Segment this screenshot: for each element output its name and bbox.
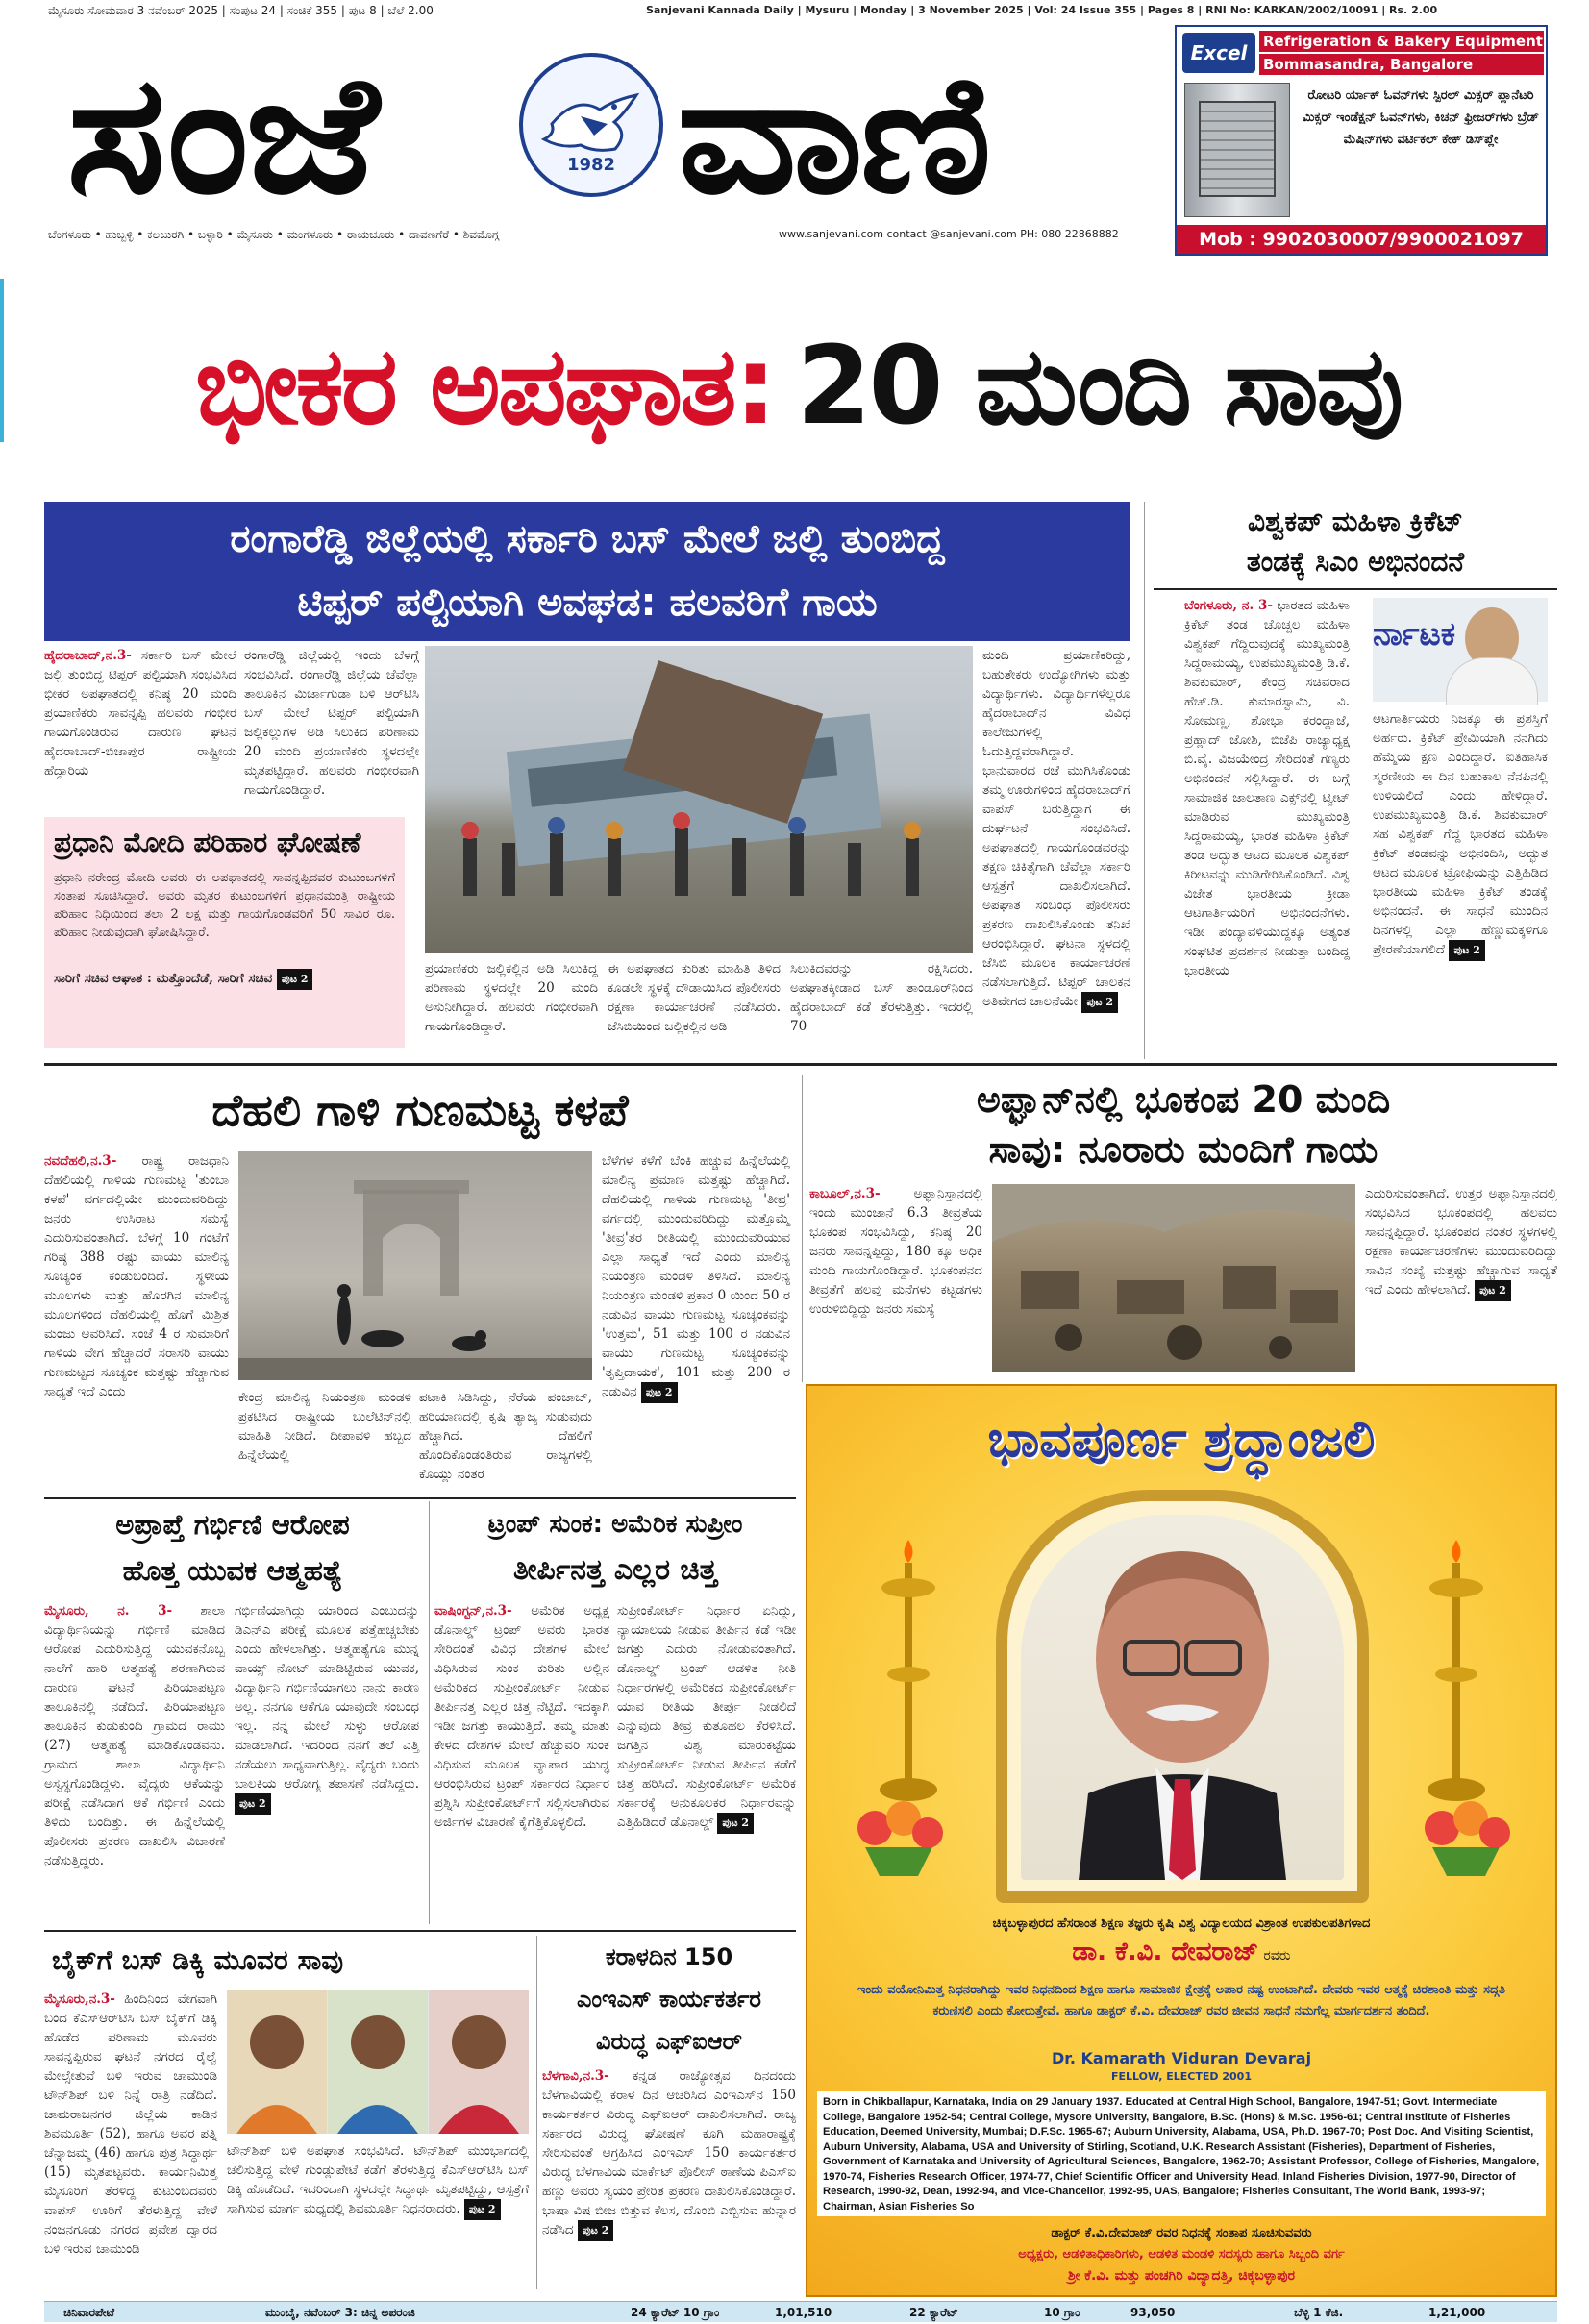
bike-dateline: ಮೈಸೂರು,ನ.3-: [44, 1991, 115, 2007]
masthead-left-meta: ಮೈಸೂರು ಸೋಮವಾರ 3 ನವೆಂಬರ್ 2025 | ಸಂಪುಟ 24 | ಸಂಚಿಕೆ 355 | ಪುಟ 8 | ಬೆಲೆ 2.00: [48, 4, 434, 17]
main-headline-red: ಭೀಕರ ಅಪಘಾತ:: [194, 324, 775, 449]
ad-oven-image: [1184, 83, 1290, 217]
quake-headline-line1: ಅಫ್ಘಾನ್‌ನಲ್ಲಿ ಭೂಕಂಪ 20 ಮಂದಿ: [976, 1078, 1391, 1121]
tribute-bio-text: Born in Chikballapur, Karnataka, India on 29 January 1937. Educated at Central High School, Bangalore, 1947-51; Govt. Intermediate College, Bangalore 1952-54; Central College, Mysore University, Bangalore, B.Sc. (Hons) & M.Sc. 1956-61; Central Institute of Fisheries Education, Deemed University, Mumbai; D.F.Sc. 1965-67; Auburn University, Alabama, USA, Ph.D. 1967-70; Post Doc. And Visiting Scientist, Auburn University, Alabama, USA and University of Stirling, Scotland, U.K. Research Assistant (Fisheries), Department of Fisheries, Government of Karnataka and University of Agricultural Sciences, Bangalore, 1962-70; Assistant Professor, College of Fisheries, Mangalore, 1970-74, Fisheries Research Officer, 1974-77, Chief Scientific Officer and University Head, Inland Fisheries Division, 1977-90, Director of Research, 1990-92, Dean, 1992-94, and Vice-Chancellor, 1992-95, UAS, Bangalore; Fisheries Consultant, The World Bank, 1993-97; Chairman, Asian Fisheries So: [823, 2096, 1540, 2213]
lead-subhead-box: [44, 502, 1130, 641]
suicide-col1: ಮೈಸೂರು, ನ. 3- ಶಾಲಾ ವಿದ್ಯಾರ್ಥಿನಿಯನ್ನು ಗರ್ಭಿಣಿ ಮಾಡಿದ ಆರೋಪ ಎದುರಿಸುತ್ತಿದ್ದ ಯುವಕನೊಬ್ಬ ನಾಲೆಗೆ ಹಾರಿ ಆತ್ಮಹತ್ಯೆ ಶರಣಾಗಿರುವ ದಾರುಣ ಘಟನೆ ಪಿರಿಯಾಪಟ್ಟಣ ತಾಲೂಕಿನಲ್ಲಿ ನಡೆದಿದೆ. ಪಿರಿಯಾಪಟ್ಟಣ ತಾಲೂಕಿನ ಕುಡುಕುಂದಿ ಗ್ರಾಮದ ರಾಮು (27) ಆತ್ಮಹತ್ಯೆ ಮಾಡಿಕೊಂಡವನು. ಗ್ರಾಮದ ಶಾಲಾ ವಿದ್ಯಾರ್ಥಿನಿ ಅಸ್ವಸ್ಥಗೊಂಡಿದ್ದಳು. ವೈದ್ಯರು ಆಕೆಯನ್ನು ಪರೀಕ್ಷೆ ನಡೆಸಿದಾಗ ಆಕೆ ಗರ್ಭಿಣಿ ಎಂದು ತಿಳಿದು ಬಂದಿತ್ತು. ಈ ಹಿನ್ನೆಲೆಯಲ್ಲಿ ಪೊಲೀಸರು ಪ್ರಕರಣ ದಾಖಲಿಸಿ ವಿಚಾರಣೆ ನಡೆಸುತ್ತಿದ್ದರು.: [44, 1603, 225, 1868]
delhi-col2: ಕೇಂದ್ರ ಮಾಲಿನ್ಯ ನಿಯಂತ್ರಣ ಮಂಡಳಿ ಪ್ರಕಟಿಸಿದ ರಾಷ್ಟ್ರೀಯ ಬುಲೆಟಿನ್‌ನಲ್ಲಿ ಮಾಹಿತಿ ನೀಡಿದೆ. ದೀಪಾವಳಿ ಹಬ್ಬದ ಹಿನ್ನೆಲೆಯಲ್ಲಿ: [238, 1390, 411, 1463]
delhi-col4: ಬೆಳೆಗಳ ಕಳೆಗೆ ಬೆಂಕಿ ಹಚ್ಚುವ ಹಿನ್ನೆಲೆಯಲ್ಲಿ ಮಾಲಿನ್ಯ ಪ್ರಮಾಣ ಮತ್ತಷ್ಟು ಹೆಚ್ಚಾಗಿದೆ. ದೆಹಲಿಯಲ್ಲಿ ಗಾಳಿಯ ಗುಣಮಟ್ಟ 'ತೀವ್ರ' ವರ್ಗದಲ್ಲಿ ಮುಂದುವರಿದಿದ್ದು ಮತ್ತೊಮ್ಮೆ 'ತೀವ್ರ'ತರ ರೀತಿಯಲ್ಲಿ ಮುಂದುವರಿಯುವ ಎಲ್ಲಾ ಸಾಧ್ಯತೆ ಇದೆ ಎಂದು ಮಾಲಿನ್ಯ ನಿಯಂತ್ರಣ ಮಂಡಳಿ ತಿಳಿಸಿದೆ. ಮಾಲಿನ್ಯ ನಿಯಂತ್ರಣ ಮಂಡಳಿ ಪ್ರಕಾರ 0 ಯಿಂದ 50 ರ ನಡುವಿನ ವಾಯು ಗುಣಮಟ್ಟ ಸೂಚ್ಯಂಕವನ್ನು 'ಉತ್ತಮ', 51 ಮತ್ತು 100 ರ ನಡುವಿನ ವಾಯು ಗುಣಮಟ್ಟ ಸೂಚ್ಯಂಕವನ್ನು 'ತೃಪ್ತಿದಾಯಕ', 101 ಮತ್ತು 200 ರ ನಡುವಿನ ಪುಟ 2: [602, 1151, 790, 1488]
tribute-footer1: ಡಾಕ್ಟರ್ ಕೆ.ವಿ.ದೇವರಾಜ್ ರವರ ನಿಧನಕ್ಕೆ ಸಂತಾಪ ಸೂಚಿಸುವವರು: [1051, 2226, 1312, 2240]
trump-col2: ಸುಪ್ರೀಂಕೋರ್ಟ್ ನಿರ್ಧಾರ ಏನಿದ್ದು, ನ್ಯಾಯಾಲಯ ನೀಡುವ ತೀರ್ಪಿನ ಕಡೆ ಇಡೀ ಜಗತ್ತು ಎದುರು ನೋಡುವಂತಾಗಿದೆ. ಡೊನಾಲ್ಡ್ ಟ್ರಂಪ್ ಆಡಳಿತ ನೀತಿ ನಿರ್ಧಾರಗಳಲ್ಲಿ ಅಮೆರಿಕದ ಸುಪ್ರೀಂಕೋರ್ಟ್ ಯಾವ ರೀತಿಯ ತೀರ್ಪು ನೀಡಲಿದೆ ಎನ್ನುವುದು ತೀವ್ರ ಕುತೂಹಲ ಕೆರಳಿಸಿದೆ. ಜಗತ್ತಿನ ವಿಶ್ವ ಮಾರುಕಟ್ಟೆಯ ಸುಪ್ರೀಂಕೋರ್ಟ್ ನೀಡುವ ತೀರ್ಪಿನ ಕಡೆಗೆ ಚಿತ್ತ ಹರಿಸಿದೆ. ಸುಪ್ರೀಂಕೋರ್ಟ್ ಅಮೆರಿಕ ಸರ್ಕಾರಕ್ಕೆ ಅನುಕೂಲಕರ ನಿರ್ಧಾರವನ್ನು ಎತ್ತಿಹಿಡಿದರೆ ಡೊನಾಲ್ಡ್ ಪುಟ 2: [617, 1601, 796, 1924]
oil-lamp-icon-left: [875, 1530, 942, 1818]
trump-headline-line1: ಟ್ರಂಪ್ ಸುಂಕ: ಅಮೆರಿಕ ಸುಪ್ರೀಂ: [487, 1510, 743, 1539]
lead-subhead-line1: ರಂಗಾರೆಡ್ಡಿ ಜಿಲ್ಲೆಯಲ್ಲಿ ಸರ್ಕಾರಿ ಬಸ್ ಮೇಲೆ ಜಲ್ಲಿ ತುಂಬಿದ್ದ: [230, 517, 945, 561]
delhi-smog-photo: [238, 1151, 592, 1380]
trump-headline: [434, 1501, 796, 1594]
advertisement-excel[interactable]: [1175, 25, 1548, 256]
suicide-headline-line1: ಅಪ್ರಾಪ್ತೆ ಗರ್ಭಿಣಿ ಆರೋಪ: [115, 1508, 350, 1541]
bike-col1: ಮೈಸೂರು,ನ.3- ಹಿಂದಿನಿಂದ ವೇಗವಾಗಿ ಬಂದ ಕೆಎಸ್‌ಆರ್‌ಟಿಸಿ ಬಸ್ ಬೈಕ್‌ಗೆ ಡಿಕ್ಕಿ ಹೊಡೆದ ಪರಿಣಾಮ ಮೂವರು ಸಾವನ್ನಪ್ಪಿರುವ ಘಟನೆ ನಗರದ ರೈಲ್ವೆ ಮೇಲ್ಸೇತುವೆ ಬಳಿ ಇರುವ ಚಾಮುಂಡಿ ಟೌನ್‌ಶಿಪ್ ಬಳಿ ನಿನ್ನೆ ರಾತ್ರಿ ನಡೆದಿದೆ. ಚಾಮರಾಜನಗರ ಜಿಲ್ಲೆಯ ಕಾಡಿನ ಶಿವಮೂರ್ತಿ (52), ಹಾಗೂ ಅವರ ಪತ್ನಿ ಚೆನ್ನಾಜಮ್ಮ (46) ಹಾಗೂ ಪುತ್ರ ಸಿದ್ಧಾರ್ಥ (15) ಮೃತಪಟ್ಟವರು. ಕಾರ್ಯನಿಮಿತ್ತ ಮೈಸೂರಿಗೆ ತೆರಳಿದ್ದ ಕುಟುಂಬದವರು ವಾಪಸ್ ಊರಿಗೆ ತೆರಳುತ್ತಿದ್ದ ವೇಳೆ ನಂಜನಗೂಡು ನಗರದ ಪ್ರವೇಶ ದ್ವಾರದ ಬಳಿ ಇರುವ ಚಾಮುಂಡಿ: [44, 1991, 217, 2257]
modi-box-title: ಪ್ರಧಾನಿ ಮೋದಿ ಪರಿಹಾರ ಘೋಷಣೆ: [54, 827, 361, 858]
bike-continued[interactable]: ಪುಟ 2: [464, 2199, 501, 2220]
portrait-photo: [1021, 1515, 1344, 1880]
quake-headline-line2: ಸಾವು: ನೂರಾರು ಮಂದಿಗೆ ಗಾಯ: [988, 1128, 1378, 1171]
cricket-headline-line2: ತಂಡಕ್ಕೆ ಸಿಎಂ ಅಭಿನಂದನೆ: [1246, 546, 1465, 578]
lead-col1: [44, 646, 236, 809]
ticker-gold24-label: 24 ಕ್ಯಾರೆಟ್ 10 ಗ್ರಾಂ: [631, 2306, 720, 2319]
masthead-logo-year: 1982: [566, 155, 616, 175]
delhi-col1: ನವದೆಹಲಿ,ನ.3- ರಾಷ್ಟ್ರ ರಾಜಧಾನಿ ದೆಹಲಿಯಲ್ಲಿ ಗಾಳಿಯ ಗುಣಮಟ್ಟ 'ತುಂಬಾ ಕಳಪೆ' ವರ್ಗದಲ್ಲಿಯೇ ಮುಂದುವರಿದಿದ್ದು ಜನರು ಉಸಿರಾಟ ಸಮಸ್ಯೆ ಎದುರಿಸುವಂತಾಗಿದೆ. ಬೆಳಗ್ಗೆ 10 ಗಂಟೆಗೆ ಗರಿಷ್ಠ 388 ರಷ್ಟು ವಾಯು ಮಾಲಿನ್ಯ ಸೂಚ್ಯಂಕ ಕಂಡುಬಂದಿದೆ. ಸ್ಥಳೀಯ ಮೂಲಗಳು ಮತ್ತು ಹೊರಗಿನ ಮಾಲಿನ್ಯ ಮೂಲಗಳಿಂದ ದೆಹಲಿಯಲ್ಲಿ ಹೊಗೆ ಮಿಶ್ರಿತ ಮಂಜು ಆವರಿಸಿದೆ. ಸಂಜೆ 4 ರ ಸುಮಾರಿಗೆ ಗಾಳಿಯ ವೇಗ ಹೆಚ್ಚಾದರೆ ಸರಾಸರಿ ವಾಯು ಗುಣಮಟ್ಟದ ಸೂಚ್ಯಂಕ ಮತ್ತಷ್ಟು ಹೆಚ್ಚಾಗುವ ಸಾಧ್ಯತೆ ಇದೆ ಎಂದು: [44, 1153, 230, 1399]
masthead-logo-emblem: [519, 53, 663, 197]
ticker-gold22-label: 22 ಕ್ಯಾರೆಟ್: [909, 2306, 958, 2319]
market-ticker: [44, 2301, 1557, 2322]
flower-bouquet-icon-left: [846, 1790, 952, 1876]
cricket-col1: ಬೆಂಗಳೂರು, ನ. 3- ಭಾರತದ ಮಹಿಳಾ ಕ್ರಿಕೆಟ್ ತಂಡ ಚೊಚ್ಚಲ ಮಹಿಳಾ ವಿಶ್ವಕಪ್ ಗೆದ್ದಿರುವುದಕ್ಕೆ ಮುಖ್ಯಮಂತ್ರಿ ಸಿದ್ದರಾಮಯ್ಯ, ಉಪಮುಖ್ಯಮಂತ್ರಿ ಡಿ.ಕೆ. ಶಿವಕುಮಾರ್, ಕೇಂದ್ರ ಸಚಿವರಾದ ಹೆಚ್.ಡಿ. ಕುಮಾರಸ್ವಾಮಿ, ವಿ. ಸೋಮಣ್ಣ, ಶೋಭಾ ಕರಂದ್ಲಾಜೆ, ಪ್ರಹ್ಲಾದ್ ಜೋಶಿ, ಬಿಜೆಪಿ ರಾಜ್ಯಾಧ್ಯಕ್ಷ ಬಿ.ವೈ. ವಿಜಯೇಂದ್ರ ಸೇರಿದಂತೆ ಗಣ್ಯರು ಅಭಿನಂದನೆ ಸಲ್ಲಿಸಿದ್ದಾರೆ. ಈ ಬಗ್ಗೆ ಸಾಮಾಜಿಕ ಜಾಲತಾಣ ಎಕ್ಸ್‌ನಲ್ಲಿ ಟ್ವೀಟ್ ಮಾಡಿರುವ ಮುಖ್ಯಮಂತ್ರಿ ಸಿದ್ದರಾಮಯ್ಯ, ಭಾರತ ಮಹಿಳಾ ಕ್ರಿಕೆಟ್ ತಂಡ ಅದ್ಭುತ ಆಟದ ಮೂಲಕ ವಿಶ್ವಕಪ್ ಕಿರೀಟವನ್ನು ಮುಡಿಗೇರಿಸಿಕೊಂಡಿದೆ. ವಿಶ್ವ ವಿಜೇತ ಭಾರತೀಯ ಕ್ರೀಡಾ ಆಟಗಾರ್ತಿಯರಿಗೆ ಅಭಿನಂದನೆಗಳು. ಇಡೀ ಪಂದ್ಯಾವಳಿಯುದ್ದಕ್ಕೂ ಅತ್ಯಂತ ಸಂಘಟಿತ ಪ್ರದರ್ಶನ ನೀಡುತ್ತಾ ಬಂದಿದ್ದ ಭಾರತೀಯ: [1184, 598, 1350, 978]
quake-continued[interactable]: ಪುಟ 2: [1475, 1280, 1511, 1301]
bike-col2: ಟೌನ್‌ಶಿಪ್ ಬಳಿ ಅಪಘಾತ ಸಂಭವಿಸಿದೆ. ಟೌನ್‌ಶಿಪ್ ಮುಂಭಾಗದಲ್ಲಿ ಚಲಿಸುತ್ತಿದ್ದ ವೇಳೆ ಗುಂಡ್ಲುಪೇಟೆ ಕಡೆಗೆ ತೆರಳುತ್ತಿದ್ದ ಕೆಎಸ್‌ಆರ್‌ಟಿಸಿ ಬಸ್ ಡಿಕ್ಕಿ ಹೊಡೆದಿದೆ. ಇದರಿಂದಾಗಿ ಸ್ಥಳದಲ್ಲೇ ಸಿದ್ಧಾರ್ಥ ಮೃತಪಟ್ಟಿದ್ದು, ಆಸ್ಪತ್ರೆಗೆ ಸಾಗಿಸುವ ಮಾರ್ಗ ಮಧ್ಯದಲ್ಲಿ ಶಿವಮೂರ್ತಿ ನಿಧನರಾದರು. ಪುಟ 2: [227, 2141, 529, 2286]
modi-box-footer: [44, 965, 405, 988]
quake-col2: ಎದುರಿಸುವಂತಾಗಿದೆ. ಉತ್ತರ ಅಫ್ಘಾನಿಸ್ತಾನದಲ್ಲಿ ಸಂಭವಿಸಿದ ಭೂಕಂಪದಲ್ಲಿ ಹಲವರು ಸಾವನ್ನಪ್ಪಿದ್ದಾರೆ. ಭೂಕಂಪದ ನಂತರ ಸ್ಥಳಗಳಲ್ಲಿ ರಕ್ಷಣಾ ಕಾರ್ಯಾಚರಣೆಗಳು ಮುಂದುವರಿದಿದ್ದು ಸಾವಿನ ಸಂಖ್ಯೆ ಮತ್ತಷ್ಟು ಹೆಚ್ಚಾಗುವ ಸಾಧ್ಯತೆ ಇದೆ ಎಂದು ಹೇಳಲಾಗಿದೆ. ಪುಟ 2: [1365, 1184, 1557, 1376]
ticker-gold22-value: 93,050: [1130, 2306, 1176, 2319]
ticker-gold24-value: 1,01,510: [775, 2306, 832, 2319]
masthead-title-right: ವಾಣಿ: [676, 38, 988, 231]
tribute-intro: ಚಿಕ್ಕಬಳ್ಳಾಪುರದ ಹೆಸರಾಂತ ಶಿಕ್ಷಣ ತಜ್ಞರು ಕೃಷಿ ವಿಶ್ವ ವಿದ್ಯಾಲಯದ ವಿಶ್ರಾಂತ ಉಪಕುಲಪತಿಗಳಾದ: [992, 1916, 1371, 1931]
cricket-headline: [1154, 502, 1557, 582]
lead-col1-text: ಸರ್ಕಾರಿ ಬಸ್ ಮೇಲೆ ಜಲ್ಲಿ ತುಂಬಿದ್ದ ಟಿಪ್ಪರ್ ಪಲ್ಟಿಯಾಗಿ ಸಂಭವಿಸಿದ ಭೀಕರ ಅಪಘಾತದಲ್ಲಿ ಕನಿಷ್ಠ 20 ಮಂದಿ ಪ್ರಯಾಣಿಕರು ಸಾವನ್ನಪ್ಪಿ ಹಲವರು ಗಂಭೀರ ಗಾಯಗೊಂಡಿರುವ ದಾರುಣ ಘಟನೆ ಹೈದರಾಬಾದ್-ಬಿಜಾಪುರ ರಾಷ್ಟ್ರೀಯ ಹೆದ್ದಾರಿಯ: [44, 648, 236, 779]
lead-caption-col1: ಪ್ರಯಾಣಿಕರು ಜಲ್ಲಿಕಲ್ಲಿನ ಅಡಿ ಸಿಲುಕಿದ್ದ ಪರಿಣಾಮ ಸ್ಥಳದಲ್ಲೇ 20 ಮಂದಿ ಅಸುನೀಗಿದ್ದಾರೆ. ಹಲವರು ಗಂಭೀರವಾಗಿ ಗಾಯಗೊಂಡಿದ್ದಾರೆ.: [425, 961, 598, 1034]
ad-brand-logo: Excel: [1182, 33, 1255, 73]
delhi-headline: ದೆಹಲಿ ಗಾಳಿ ಗುಣಮಟ್ಟ ಕಳಪೆ: [211, 1084, 629, 1136]
tribute-name-suffix: ರವರು: [1263, 1948, 1291, 1964]
modi-box-footer-text: ಸಾರಿಗೆ ಸಚಿವ ಆಘಾತ : ಮತ್ತೊಂದೆಡೆ, ಸಾರಿಗೆ ಸಚಿವ: [54, 971, 273, 986]
trump-continued[interactable]: ಪುಟ 2: [717, 1813, 754, 1834]
lead-col2-text: ರಂಗಾರೆಡ್ಡಿ ಜಿಲ್ಲೆಯಲ್ಲಿ ಇಂದು ಬೆಳಗ್ಗೆ ಸಂಭವಿಸಿದೆ. ರಂಗಾರೆಡ್ಡಿ ಜಿಲ್ಲೆಯ ಚೆವೆಲ್ಲಾ ತಾಲೂಕಿನ ಮಿರ್ಜಾಗುಡಾ ಬಳಿ ಆರ್‌ಟಿಸಿ ಬಸ್ ಮೇಲೆ ಟಿಪ್ಪರ್ ಪಲ್ಟಿಯಾಗಿ ಜಲ್ಲಿಕಲ್ಲುಗಳ ಅಡಿ ಸಿಲುಕಿದ ಪರಿಣಾಮ 20 ಮಂದಿ ಪ್ರಯಾಣಿಕರು ಸ್ಥಳದಲ್ಲೇ ಮೃತಪಟ್ಟಿದ್ದಾರೆ. ಹಲವರು ಗಂಭೀರವಾಗಿ ಗಾಯಗೊಂಡಿದ್ದಾರೆ.: [244, 648, 419, 798]
tribute-name-en: Dr. Kamarath Viduran Devaraj: [1051, 2049, 1312, 2067]
cricket-dateline: ಬೆಂಗಳೂರು, ನ. 3-: [1184, 598, 1273, 613]
ticker-label: ಚಿನಿವಾರಪೇಟೆ: [63, 2306, 114, 2319]
lead-caption-col3: ಸಿಲುಕಿದವರನ್ನು ರಕ್ಷಿಸಿದರು. ಅಪಘಾತಕ್ಕೀಡಾದ ಬಸ್ ತಾಂಡೂರ್‌ನಿಂದ ಹೈದರಾಬಾದ್ ಕಡೆ ತೆರಳುತ್ತಿತ್ತು. ಇದರಲ್ಲಿ 70: [790, 961, 973, 1034]
main-headline: [38, 279, 1557, 495]
karnataka-headline: [542, 1936, 796, 2063]
lead-dateline: ಹೈದರಾಬಾದ್,ನ.3-: [44, 648, 132, 663]
delhi-col3: ಪಟಾಕಿ ಸಿಡಿಸಿದ್ದು, ನೆರೆಯ ಪಂಜಾಬ್, ಹರಿಯಾಣದಲ್ಲಿ ಕೃಷಿ ತ್ಯಾಜ್ಯ ಸುಡುವುದು ಹೆಚ್ಚಾಗಿದೆ. ದೆಹಲಿಗೆ ಹೊಂದಿಕೊಂಡಂತಿರುವ ರಾಜ್ಯಗಳಲ್ಲಿ ಕೊಯ್ಲು ನಂತರ: [419, 1390, 592, 1482]
tribute-fellow: FELLOW, ELECTED 2001: [1111, 2070, 1252, 2083]
masthead: [0, 0, 1589, 260]
tribute-message: ಇಂದು ವಯೋನಿಮಿತ್ತ ನಿಧನರಾಗಿದ್ದು ಇವರ ನಿಧನದಿಂದ ಶಿಕ್ಷಣ ಹಾಗೂ ಸಾಮಾಜಿಕ ಕ್ಷೇತ್ರಕ್ಕೆ ಅಪಾರ ನಷ್ಟ ಉಂಟಾಗಿದೆ. ದೇವರು ಇವರ ಆತ್ಮಕ್ಕೆ ಚಿರಶಾಂತಿ ಮತ್ತು ಸದ್ಗತಿ ಕರುಣಿಸಲಿ ಎಂದು ಕೋರುತ್ತೇವೆ. ಹಾಗೂ ಡಾಕ್ಟರ್ ಕೆ.ವಿ. ದೇವರಾಜ್ ರವರ ಜೀವನ ಸಾಧನೆ ನಮಗೆಲ್ಲ ಮಾರ್ಗದರ್ಶನ ತಂದಿದೆ.: [857, 1983, 1506, 2018]
quake-dateline: ಕಾಬೂಲ್,ನ.3-: [809, 1186, 881, 1201]
suicide-continued[interactable]: ಪುಟ 2: [235, 1793, 271, 1815]
trump-headline-line2: ತೀರ್ಪಿನತ್ತ ಎಲ್ಲರ ಚಿತ್ತ: [512, 1553, 718, 1587]
modi-box-text: ಪ್ರಧಾನಿ ನರೇಂದ್ರ ಮೋದಿ ಅವರು ಈ ಅಪಘಾತದಲ್ಲಿ ಸಾವನ್ನಪ್ಪಿದವರ ಕುಟುಂಬಗಳಿಗೆ ಸಂತಾಪ ಸೂಚಿಸಿದ್ದಾರೆ. ಅವರು ಮೃತರ ಕುಟುಂಬಗಳಿಗೆ ಪ್ರಧಾನಮಂತ್ರಿ ರಾಷ್ಟ್ರೀಯ ಪರಿಹಾರ ನಿಧಿಯಿಂದ ತಲಾ 2 ಲಕ್ಷ ಮತ್ತು ಗಾಯಗೊಂಡವರಿಗೆ 50 ಸಾವಿರ ರೂ. ಪರಿಹಾರ ನೀಡುವುದಾಗಿ ಘೋಷಿಸಿದ್ದಾರೆ.: [54, 871, 395, 940]
quake-headline: [809, 1075, 1557, 1174]
suicide-col2: ಗರ್ಭಿಣಿಯಾಗಿದ್ದು ಯಾರಿಂದ ಎಂಬುದನ್ನು ಡಿಎನ್‌ಎ ಪರೀಕ್ಷೆ ಮೂಲಕ ಪತ್ತೆಹಚ್ಚಬೇಕು ಎಂದು ಹೇಳಲಾಗಿತ್ತು. ಆತ್ಮಹತ್ಯೆಗೂ ಮುನ್ನ ವಾಯ್ಸ್ ನೋಟ್ ಮಾಡಿಟ್ಟಿರುವ ಯುವಕ, ವಿದ್ಯಾರ್ಥಿನಿ ಗರ್ಭಿಣಿಯಾಗಲು ನಾನು ಕಾರಣ ಅಲ್ಲ. ನನಗೂ ಆಕೆಗೂ ಯಾವುದೇ ಸಂಬಂಧ ಇಲ್ಲ. ನನ್ನ ಮೇಲೆ ಸುಳ್ಳು ಆರೋಪ ಮಾಡಲಾಗಿದೆ. ಇದರಿಂದ ನನಗೆ ತಲೆ ಎತ್ತಿ ನಡೆಯಲು ಸಾಧ್ಯವಾಗುತ್ತಿಲ್ಲ. ವೈದ್ಯರು ಬಂದು ಬಾಲಕಿಯ ಆರೋಗ್ಯ ತಪಾಸಣೆ ನಡೆಸಿದ್ದರು. ಪುಟ 2: [235, 1601, 419, 1924]
cricket-col2: ಆಟಗಾರ್ತಿಯರು ನಿಜಕ್ಕೂ ಈ ಪ್ರಶಸ್ತಿಗೆ ಅರ್ಹರು. ಕ್ರಿಕೆಟ್ ಪ್ರೇಮಿಯಾಗಿ ನನಗಿದು ಹೆಮ್ಮೆಯ ಕ್ಷಣ ಎಂದಿದ್ದಾರೆ. ಐತಿಹಾಸಿಕ ಸ್ಮರಣೀಯ ಈ ದಿನ ಬಹುಕಾಲ ನೆನಪಿನಲ್ಲಿ ಉಳಿಯಲಿದೆ ಎಂದು ಹೇಳಿದ್ದಾರೆ. ಉಪಮುಖ್ಯಮಂತ್ರಿ ಡಿ.ಕೆ. ಶಿವಕುಮಾರ್ ಸಹ ವಿಶ್ವಕಪ್ ಗೆದ್ದ ಭಾರತದ ಮಹಿಳಾ ಕ್ರಿಕೆಟ್ ತಂಡವನ್ನು ಅಭಿನಂದಿಸಿ, ಅದ್ಭುತ ಆಟದ ಮೂಲಕ ಟ್ರೋಫಿಯನ್ನು ಎತ್ತಿಹಿಡಿದ ಭಾರತೀಯ ಮಹಿಳಾ ಕ್ರಿಕೆಟ್ ತಂಡಕ್ಕೆ ಅಭಿನಂದನೆ. ಈ ಸಾಧನೆ ಮುಂದಿನ ದಿನಗಳಲ್ಲಿ ಎಲ್ಲಾ ಹೆಣ್ಣುಮಕ್ಕಳಿಗೂ ಪ್ರೇರಣೆಯಾಗಲಿದೆ ಪುಟ 2: [1373, 709, 1548, 1053]
karnataka-headline-line2: ಎಂಇಎಸ್ ಕಾರ್ಯಕರ್ತರ: [577, 1986, 761, 2013]
lead-subhead-line2: ಟಿಪ್ಪರ್ ಪಲ್ಟಿಯಾಗಿ ಅವಘಡ: ಹಲವರಿಗೆ ಗಾಯ: [297, 581, 878, 625]
karnataka-dateline: ಬೆಳಗಾವಿ,ನ.3-: [542, 2068, 609, 2084]
quake-col1: ಕಾಬೂಲ್,ನ.3- ಅಫ್ಘಾನಿಸ್ತಾನದಲ್ಲಿ ಇಂದು ಮುಂಜಾನೆ 6.3 ತೀವ್ರತೆಯ ಭೂಕಂಪ ಸಂಭವಿಸಿದ್ದು, ಕನಿಷ್ಠ 20 ಜನರು ಸಾವನ್ನಪ್ಪಿದ್ದು, 180 ಕ್ಕೂ ಅಧಿಕ ಮಂದಿ ಗಾಯಗೊಂಡಿದ್ದಾರೆ. ಭೂಕಂಪನದ ತೀವ್ರತೆಗೆ ಹಲವು ಮನೆಗಳು ಕಟ್ಟಡಗಳು ಉರುಳಿಬಿದ್ದಿದ್ದು ಜನರು ಸಮಸ್ಯೆ: [809, 1186, 982, 1317]
cricket-headline-line1: ವಿಶ್ವಕಪ್ ಮಹಿಳಾ ಕ್ರಿಕೆಟ್: [1248, 506, 1463, 537]
ad-description: ರೋಟರಿ ರ್ಯಾಕ್ ಓವನ್‌ಗಳು ಸ್ಪಿರಲ್ ಮಿಕ್ಸರ್ ಪ್ಲಾನೆಟರಿ ಮಿಕ್ಸರ್ ಇಂಡೆಕ್ಷನ್ ಓವನ್‌ಗಳು, ಕಿಚನ್ ಫ್ರೀಜರ್‌ಗಳು ಬ್ರೆಡ್ ಮೆಷಿನ್‌ಗಳು ವರ್ಟಿಕಲ್ ಕೇಕ್ ಡಿಸ್‌ಪ್ಲೇ: [1303, 88, 1539, 147]
delhi-dateline: ನವದೆಹಲಿ,ನ.3-: [44, 1153, 117, 1169]
cricket-continued[interactable]: ಪುಟ 2: [1449, 940, 1485, 961]
bus-accident-photo: [425, 646, 973, 953]
tribute-name: [817, 1938, 1546, 1967]
ad-location: Bommasandra, Bangalore: [1259, 54, 1544, 75]
tribute-advertisement: [806, 1384, 1557, 2297]
quake-rubble-photo: [992, 1184, 1355, 1372]
cm-photo: [1373, 598, 1548, 702]
delhi-continued[interactable]: ಪುಟ 2: [641, 1382, 678, 1403]
modi-box-continued[interactable]: ಪುಟ 2: [277, 969, 313, 990]
tribute-footer2: ಅಧ್ಯಕ್ಷರು, ಆಡಳಿತಾಧಿಕಾರಿಗಳು, ಆಡಳಿತ ಮಂಡಳಿ ಸದಸ್ಯರು ಹಾಗೂ ಸಿಬ್ಬಂದಿ ವರ್ಗ: [1018, 2247, 1345, 2262]
main-headline-black: 20 ಮಂದಿ ಸಾವು: [796, 324, 1402, 449]
oil-lamp-icon-right: [1423, 1530, 1490, 1818]
karnataka-headline-line1: ಕರಾಳದಿನ 150: [605, 1943, 733, 1970]
ticker-silver-label: ಬೆಳ್ಳಿ 1 ಕೆಜಿ.: [1294, 2306, 1344, 2319]
karnataka-headline-line3: ವಿರುದ್ಧ ಎಫ್‌ಐಆರ್: [595, 2028, 743, 2055]
lead-caption-col2: ಈ ಅಪಘಾತದ ಕುರಿತು ಮಾಹಿತಿ ತಿಳಿದ ಕೂಡಲೇ ಸ್ಥಳಕ್ಕೆ ದೌಡಾಯಿಸಿದ ಪೊಲೀಸರು ರಕ್ಷಣಾ ಕಾರ್ಯಾಚರಣೆ ನಡೆಸಿದರು. ಜೆಸಿಬಿಯಿಂದ ಜಲ್ಲಿಕಲ್ಲಿನ ಅಡಿ: [608, 961, 781, 1034]
karnataka-col: ಬೆಳಗಾವಿ,ನ.3- ಕನ್ನಡ ರಾಜ್ಯೋತ್ಸವ ದಿನದಂದು ಬೆಳಗಾವಿಯಲ್ಲಿ ಕರಾಳ ದಿನ ಆಚರಿಸಿದ ಎಂಇಎಸ್‌ನ 150 ಕಾರ್ಯಕರ್ತರ ವಿರುದ್ಧ ಎಫ್‌ಐಆರ್ ದಾಖಲಿಸಲಾಗಿದೆ. ರಾಜ್ಯ ಸರ್ಕಾರದ ವಿರುದ್ಧ ಘೋಷಣೆ ಕೂಗಿ ಮಹಾರಾಷ್ಟ್ರಕ್ಕೆ ಸೇರಿಸುವಂತೆ ಆಗ್ರಹಿಸಿದ ಎಂಇಎಸ್ 150 ಕಾರ್ಯಕರ್ತರ ವಿರುದ್ಧ ಬೆಳಗಾವಿಯ ಮಾರ್ಕೆಟ್ ಪೊಲೀಸ್ ಠಾಣೆಯ ಪಿಎಸ್‌ಐ ಹಣ್ಣು ಅವರು ಸ್ವಯಂ ಪ್ರೇರಿತ ಪ್ರಕರಣ ದಾಖಲಿಸಿಕೊಂಡಿದ್ದಾರೆ. ಭಾಷಾ ವಿಷ ಬೀಜ ಬಿತ್ತುವ ಕೆಲಸ, ದೊಂಬಿ ಎಬ್ಬಿಸುವ ಹುನ್ನಾರ ನಡೆಸಿದ ಪುಟ 2: [542, 2066, 796, 2286]
trump-col1: ವಾಷಿಂಗ್ಟನ್,ನ.3- ಅಮೆರಿಕ ಅಧ್ಯಕ್ಷ ಡೊನಾಲ್ಡ್ ಟ್ರಂಪ್ ಅವರು ಭಾರತ ಸೇರಿದಂತೆ ವಿವಿಧ ದೇಶಗಳ ಮೇಲೆ ವಿಧಿಸಿರುವ ಸುಂಕ ಕುರಿತು ಅಲ್ಲಿನ ಅಮೆರಿಕದ ಸುಪ್ರೀಂಕೋರ್ಟ್ ನೀಡುವ ತೀರ್ಪಿನತ್ತ ಎಲ್ಲರ ಚಿತ್ತ ನೆಟ್ಟಿದೆ. ಇದಕ್ಕಾಗಿ ಇಡೀ ಜಗತ್ತು ಕಾಯುತ್ತಿದೆ. ತಮ್ಮ ಮಾತು ಕೇಳದ ದೇಶಗಳ ಮೇಲೆ ಹೆಚ್ಚುವರಿ ಸುಂಕ ವಿಧಿಸುವ ಮೂಲಕ ವ್ಯಾಪಾರ ಯುದ್ಧ ಆರಂಭಿಸಿರುವ ಟ್ರಂಪ್ ಸರ್ಕಾರದ ನಿರ್ಧಾರ ಪ್ರಶ್ನಿಸಿ ಸುಪ್ರೀಂಕೋರ್ಟ್‌ಗೆ ಸಲ್ಲಿಸಲಾಗಿರುವ ಅರ್ಜಿಗಳ ವಿಚಾರಣೆ ಕೈಗೆತ್ತಿಕೊಳ್ಳಲಿದೆ.: [434, 1603, 609, 1830]
suicide-headline-line2: ಹೊತ್ತ ಯುವಕ ಆತ್ಮಹತ್ಯೆ: [122, 1554, 343, 1587]
ticker-city: ಮುಂಬೈ, ನವೆಂಬರ್ 3: ಚಿನ್ನ ಅಪರಂಜಿ: [265, 2306, 415, 2319]
victims-photo: [227, 1990, 529, 2134]
tribute-bio: [817, 2091, 1546, 2216]
ad-mobile: Mob : 9902030007/9900021097: [1177, 225, 1546, 254]
portrait-frame: [996, 1490, 1369, 1903]
flower-bouquet-icon-right: [1413, 1790, 1519, 1876]
lead-col4: ಮಂದಿ ಪ್ರಯಾಣಿಕರಿದ್ದು, ಬಹುತೇಕರು ಉದ್ಯೋಗಿಗಳು ಮತ್ತು ವಿದ್ಯಾರ್ಥಿಗಳು. ವಿದ್ಯಾರ್ಥಿಗಳೆಲ್ಲರೂ ಹೈದರಾಬಾದ್‌ನ ವಿವಿಧ ಕಾಲೇಜುಗಳಲ್ಲಿ ಓದುತ್ತಿದ್ದವರಾಗಿದ್ದಾರೆ. ಭಾನುವಾರದ ರಜೆ ಮುಗಿಸಿಕೊಂಡು ತಮ್ಮ ಊರುಗಳಿಂದ ಹೈದರಾಬಾದ್‌ಗೆ ವಾಪಸ್ ಬರುತ್ತಿದ್ದಾಗ ಈ ದುರ್ಘಟನೆ ಸಂಭವಿಸಿದೆ. ಅಪಘಾತದಲ್ಲಿ ಗಾಯಗೊಂಡವರನ್ನು ತಕ್ಷಣ ಚಿಕಿತ್ಸೆಗಾಗಿ ಚೆವೆಲ್ಲಾ ಸರ್ಕಾರಿ ಆಸ್ಪತ್ರೆಗೆ ದಾಖಲಿಸಲಾಗಿದೆ. ಅಪಘಾತ ಸಂಬಂಧ ಪೊಲೀಸರು ಪ್ರಕರಣ ದಾಖಲಿಸಿಕೊಂಡು ತನಿಖೆ ಆರಂಭಿಸಿದ್ದಾರೆ. ಘಟನಾ ಸ್ಥಳದಲ್ಲಿ ಜೆಸಿಬಿ ಮೂಲಕ ಕಾರ್ಯಾಚರಣೆ ನಡೆಸಲಾಗುತ್ತಿದೆ. ಟಿಪ್ಪರ್ ಚಾಲಕನ ಅತಿವೇಗದ ಚಾಲನೆಯೇ ಪುಟ 2: [982, 646, 1130, 1050]
suicide-headline: [44, 1501, 421, 1594]
tribute-title: ಭಾವಪೂರ್ಣ ಶ್ರದ್ಧಾಂಜಲಿ: [987, 1411, 1376, 1469]
modi-relief-box: [44, 817, 405, 1048]
trump-dateline: ವಾಷಿಂಗ್ಟನ್,ನ.3-: [434, 1603, 512, 1619]
ticker-gold22-unit: 10 ಗ್ರಾಂ: [1044, 2306, 1080, 2319]
ticker-silver-value: 1,21,000: [1428, 2306, 1486, 2319]
karnataka-continued[interactable]: ಪುಟ 2: [578, 2220, 614, 2241]
cm-photo-banner-text: ರ್ನಾಟಕ: [1373, 615, 1456, 654]
masthead-title-left: ಸಂಜೆ: [66, 38, 375, 231]
lead-continued[interactable]: ಪುಟ 2: [1081, 992, 1118, 1013]
suicide-dateline: ಮೈಸೂರು, ನ. 3-: [44, 1603, 173, 1619]
tribute-footer3: ಶ್ರೀ ಕೆ.ವಿ. ಮತ್ತು ಪಂಚಗಿರಿ ವಿದ್ಯಾದತ್ತಿ, ಚಿಕ್ಕಬಳ್ಳಾಪುರ: [1067, 2268, 1296, 2284]
bike-headline: ಬೈಕ್‌ಗೆ ಬಸ್ ಡಿಕ್ಕಿ ಮೂವರ ಸಾವು: [52, 1944, 344, 1976]
masthead-cities: ಬೆಂಗಳೂರು • ಹುಬ್ಬಳ್ಳಿ • ಕಲಬುರಗಿ • ಬಳ್ಳಾರಿ • ಮೈಸೂರು • ಮಂಗಳೂರು • ರಾಯಚೂರು • ದಾವಣಗೆರೆ • ಶಿವಮೊಗ್ಗ: [48, 228, 500, 241]
ad-title: Refrigeration & Bakery Equipment: [1259, 31, 1544, 52]
masthead-right-meta: Sanjevani Kannada Daily | Mysuru | Monday | 3 November 2025 | Vol: 24 Issue 355 | Pages 8 | RNI No: KARKAN/2002/10091 | Rs. 2.00: [646, 4, 1438, 16]
tribute-name-kn: ಡಾ. ಕೆ.ವಿ. ದೇವರಾಜ್: [1072, 1938, 1259, 1966]
masthead-contact: www.sanjevani.com contact @sanjevani.com PH: 080 22868882: [779, 228, 1119, 240]
left-accent-bar: [0, 279, 4, 442]
lead-col2: [244, 646, 419, 809]
